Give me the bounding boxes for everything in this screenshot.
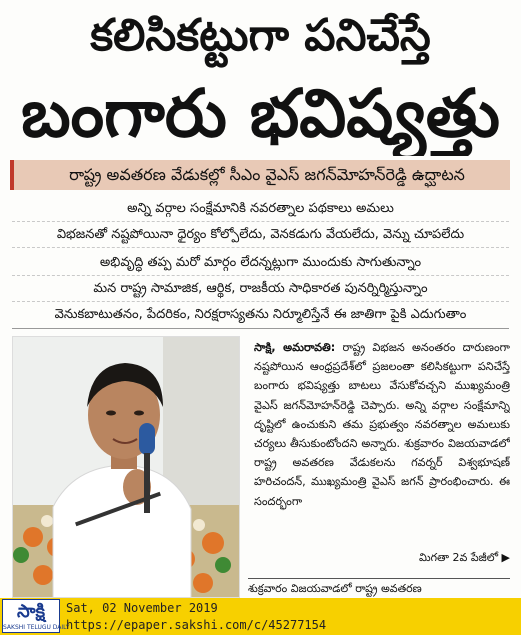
headline-line-1: కలిసికట్టుగా పనిచేస్తే xyxy=(90,10,431,61)
photo-illustration xyxy=(13,337,240,598)
article-body-text: రాష్ట్ర విభజన అనంతరం దారుణంగా నష్టపోయిన ఆంధ్రప్రదేశ్‌లో ప్రజలంతా కలిసికట్టుగా పనిచేస్తే బంగారు భవిష్యత్తు బాటలు వేసుకోవచ్చని ముఖ్యమంత్రి వైఎస్‌ జగన్‌మోహన్‌రెడ్డి చెప్పారు. అన్ని వర్గాల సంక్షేమాన్ని దృష్టిలో ఉంచుకుని తమ ప్రభుత్వం నవరత్నాల అమలుకు చర్యలు తీసుకుంటోందని అన్నారు. శుక్రవారం విజయవాడలో రాష్ట్ర అవతరణ వేడుకలను గవర్నర్‌ విశ్వభూషణ్‌ హరిచందన్‌, ముఖ్యమంత్రి వైఎస్‌ జగన్‌ ప్రారంభించారు. ఈ సందర్భంగా xyxy=(254,341,510,508)
sakshi-logo xyxy=(2,599,70,633)
subhead: అభివృద్ధి తప్ప మరో మార్గం లేదన్నట్లుగా ముందుకు సాగుతున్నాం xyxy=(12,250,509,276)
photo-caption: శుక్రవారం విజయవాడలో రాష్ట్ర అవతరణ xyxy=(248,578,510,598)
dateline: సాక్షి, అమరావతి: xyxy=(254,341,336,354)
subhead: అన్ని వర్గాల సంక్షేమానికి నవరత్నాల పథకాలు అమలు xyxy=(12,196,509,222)
article-body xyxy=(254,338,510,550)
logo-subtext: SAKSHI TELUGU DAILY xyxy=(3,624,70,631)
epaper-link[interactable]: https://epaper.sakshi.com/c/45277154 xyxy=(66,618,327,632)
headline-line-2: బంగారు భవిష్యత్తు xyxy=(21,75,500,152)
logo-text: సాక్షి xyxy=(17,601,45,622)
deck-text: రాష్ట్ర అవతరణ వేడుకల్లో సీఎం వైఎస్‌ జగన్‌మోహన్‌రెడ్డి ఉద్ఘాటన xyxy=(69,165,465,184)
edition-date: Sat, 02 November 2019 xyxy=(66,601,218,615)
cm-speaking-photo xyxy=(12,336,240,598)
subhead: మన రాష్ట్ర సామాజిక, ఆర్థిక, రాజకీయ సాధికారత పునర్నిర్మిస్తున్నాం xyxy=(12,276,509,302)
subhead: విభజనతో నష్టపోయినా ధైర్యం కోల్పోలేదు, వెనకడుగు వేయలేదు, వెన్ను చూపలేదు xyxy=(12,222,509,248)
footer-bar xyxy=(0,598,521,635)
divider xyxy=(12,328,509,329)
subhead: వెనుకబాటుతనం, పేదరికం, నిరక్షరాస్యతను నిర్మూలిస్తేనే ఈ జాతిగా పైకి ఎదుగుతాం xyxy=(54,307,467,322)
continued-on-page: మిగతా 2వ పేజీలో ▶ xyxy=(418,551,510,564)
deck-band xyxy=(10,160,510,190)
